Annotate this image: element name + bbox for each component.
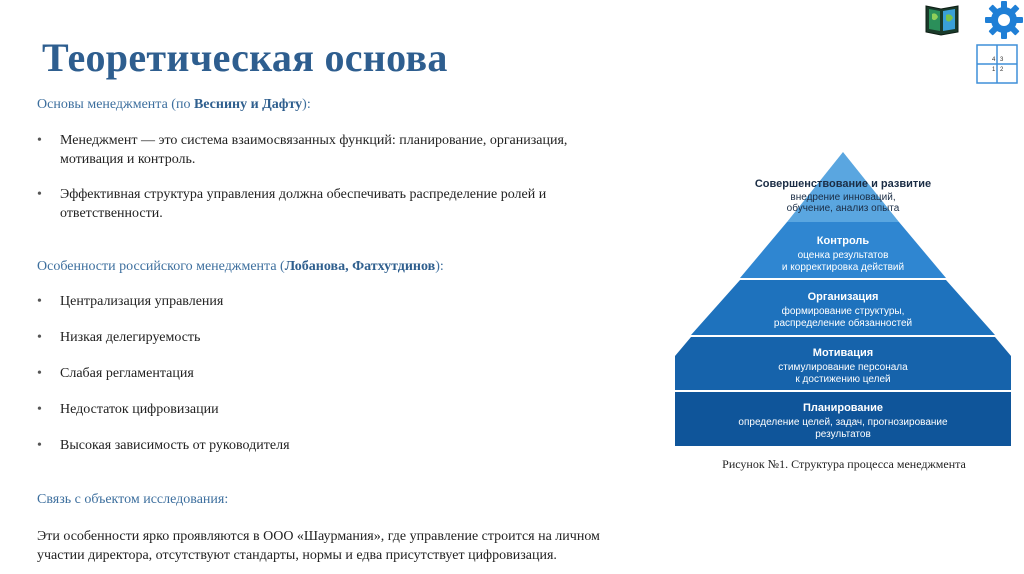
management-pyramid-figure: [675, 152, 1011, 446]
toolbar-icons: [924, 0, 1024, 90]
relation-paragraph: Эти особенности ярко проявляются в ООО «Шаурмания», где управление строится на личном участии директора, отсутствуют стандарты, нормы и едва присутствует цифровизация.: [37, 529, 600, 563]
pyramid-level-desc: определение целей, задач, прогнозирование: [738, 417, 948, 428]
pyramid-level-desc: результатов: [815, 429, 871, 440]
pyramid-level-desc: распределение обязанностей: [773, 318, 913, 329]
list-item: • Эффективная структура управления должна обеспечивать распределение ролей и ответственности.: [37, 185, 627, 223]
list-item: • Менеджмент — это система взаимосвязанных функций: планирование, организация, мотивация и контроль.: [37, 131, 627, 169]
pyramid-level-desc: внедрение инноваций,: [790, 192, 896, 203]
pyramid-level-desc: формирование структуры,: [781, 306, 905, 317]
basics-list: [37, 131, 627, 239]
pyramid-level-title: Планирование: [802, 402, 884, 414]
grid-cell-label: 2: [1000, 67, 1004, 73]
pyramid-level-title: Контроль: [816, 235, 870, 247]
book-map-icon[interactable]: [924, 2, 960, 36]
pyramid-level-desc: оценка результатов: [797, 250, 889, 261]
pyramid-level-title: Мотивация: [812, 347, 874, 359]
section-heading-russian: Особенности российского менеджмента (Лобанова, Фатхутдинов):: [37, 259, 444, 274]
pyramid-level-title: Организация: [807, 291, 879, 303]
section-heading-basics: Основы менеджмента (по Веснину и Дафту):: [37, 97, 311, 112]
pyramid-level-desc: стимулирование персонала: [778, 362, 908, 373]
grid-cell-label: 4: [992, 57, 996, 63]
section-heading-relation: Связь с объектом исследования:: [37, 492, 229, 507]
list-item: • Слабая регламентация: [37, 364, 290, 383]
list-item: • Высокая зависимость от руководителя: [37, 436, 290, 455]
gear-icon[interactable]: [984, 0, 1024, 40]
grid-cell-label: 1: [992, 67, 996, 73]
pyramid-level-desc: к достижению целей: [795, 374, 891, 385]
features-list: [37, 292, 290, 472]
list-item: • Централизация управления: [37, 292, 290, 311]
grid-cell-label: 3: [1000, 57, 1004, 63]
page-title: Теоретическая основа: [42, 35, 448, 80]
content-column: [37, 95, 627, 563]
layout-grid-icon[interactable]: [976, 44, 1018, 84]
list-item: • Низкая делегируемость: [37, 328, 290, 347]
pyramid-level-desc: обучение, анализ опыта: [786, 203, 900, 214]
list-item: • Недостаток цифровизации: [37, 400, 290, 419]
pyramid-level-title: Совершенствование и развитие: [754, 178, 932, 190]
figure-caption: Рисунок №1. Структура процесса менеджмента: [722, 457, 966, 471]
pyramid-level-desc: и корректировка действий: [781, 262, 905, 273]
